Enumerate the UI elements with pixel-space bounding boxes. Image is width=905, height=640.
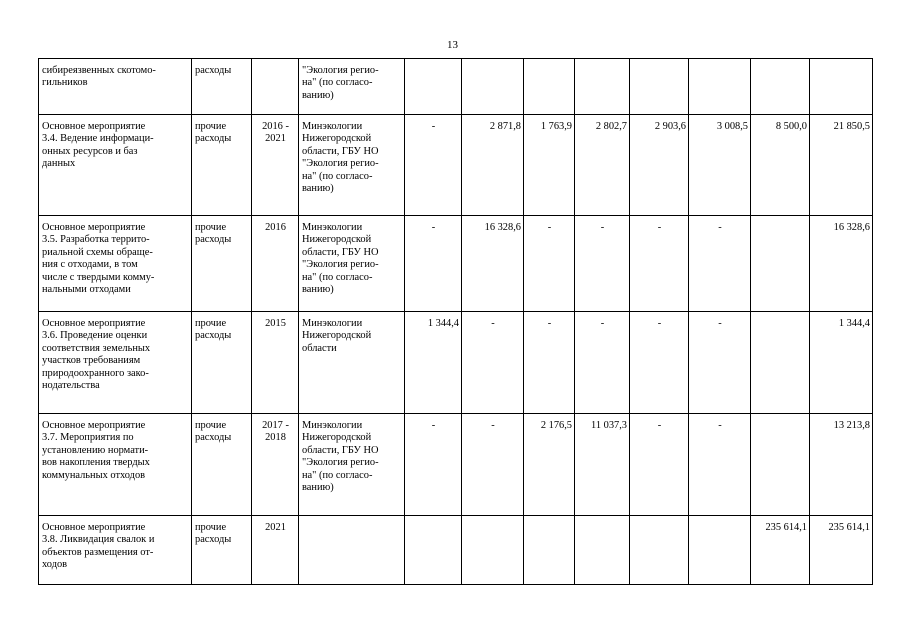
executor-cell-text: Минэкологии Нижегородской области, ГБУ НО "Экология регио- на" (по согласо- ванию) [302, 420, 379, 494]
year-value-cell [575, 312, 630, 414]
year-value-cell [689, 312, 751, 414]
executor-cell [299, 516, 405, 585]
table-row [39, 59, 873, 115]
year-value-cell [751, 516, 810, 585]
year-value-cell [575, 414, 630, 516]
year-value-cell-text: 16 328,6 [484, 222, 521, 233]
executor-cell [299, 414, 405, 516]
period-cell [252, 216, 299, 312]
year-value-cell [462, 312, 524, 414]
year-value-cell-text: 1 763,9 [540, 121, 572, 132]
year-value-cell [524, 312, 575, 414]
year-value-cell [462, 216, 524, 312]
year-value-cell [689, 59, 751, 115]
year-value-cell-text: - [600, 222, 605, 233]
executor-cell [299, 312, 405, 414]
year-value-cell-text: 2 903,6 [654, 121, 686, 132]
year-value-cell [751, 115, 810, 216]
year-value-cell [751, 414, 810, 516]
period-cell-text: 2015 [265, 318, 286, 329]
funding-source-cell [192, 216, 252, 312]
year-value-cell-text: 3 008,5 [716, 121, 748, 132]
funding-source-cell [192, 59, 252, 115]
year-value-cell [405, 115, 462, 216]
year-value-cell [405, 59, 462, 115]
year-value-cell-text: 11 037,3 [591, 420, 627, 431]
year-value-cell [751, 59, 810, 115]
total-cell [810, 312, 873, 414]
measure-name-cell [39, 216, 192, 312]
year-value-cell-text: - [657, 420, 662, 431]
measure-name-cell-text: Основное мероприятие 3.8. Ликвидация свалок и объектов размещения от- ходов [42, 522, 155, 571]
year-value-cell [689, 115, 751, 216]
total-cell [810, 414, 873, 516]
funding-source-cell-text: расходы [195, 65, 232, 76]
table-row [39, 216, 873, 312]
year-value-cell-text: 2 176,5 [540, 420, 572, 431]
year-value-cell [405, 216, 462, 312]
measure-name-cell [39, 59, 192, 115]
year-value-cell-text: - [431, 420, 436, 431]
year-value-cell-text: 1 344,4 [427, 318, 459, 329]
year-value-cell [524, 115, 575, 216]
year-value-cell-text: - [431, 222, 436, 233]
year-value-cell [462, 414, 524, 516]
year-value-cell [630, 216, 689, 312]
year-value-cell [630, 516, 689, 585]
year-value-cell-text: - [718, 420, 722, 431]
measure-name-cell-text: Основное мероприятие 3.7. Мероприятия по установлению нормати- вов накопления твердых коммунальных отходов [42, 420, 150, 481]
page-number: 13 [447, 39, 458, 51]
year-value-cell [462, 516, 524, 585]
total-cell [810, 59, 873, 115]
funding-source-cell-text: прочие расходы [195, 318, 232, 342]
year-value-cell [405, 516, 462, 585]
year-value-cell-text: - [547, 318, 552, 329]
total-cell [810, 115, 873, 216]
executor-cell [299, 59, 405, 115]
year-value-cell [751, 312, 810, 414]
executor-cell [299, 115, 405, 216]
table-row [39, 414, 873, 516]
measure-name-cell [39, 312, 192, 414]
period-cell-text: 2016 - 2021 [262, 121, 289, 145]
table-row [39, 312, 873, 414]
total-cell-text: 16 328,6 [833, 222, 870, 233]
period-cell [252, 516, 299, 585]
measure-name-cell-text: Основное мероприятие 3.4. Ведение информаци- онных ресурсов и баз данных [42, 121, 154, 170]
year-value-cell-text: - [657, 318, 662, 329]
year-value-cell-text: 235 614,1 [765, 522, 807, 533]
period-cell [252, 312, 299, 414]
year-value-cell [524, 216, 575, 312]
period-cell [252, 115, 299, 216]
year-value-cell [575, 516, 630, 585]
executor-cell-text: Минэкологии Нижегородской области, ГБУ НО "Экология регио- на" (по согласо- ванию) [302, 121, 379, 195]
funding-source-cell-text: прочие расходы [195, 121, 232, 145]
measure-name-cell-text: Основное мероприятие 3.5. Разработка террито- риальной схемы обраще- ния с отходами, в том числе с твердыми комму- нальными отходами [42, 222, 155, 296]
period-cell [252, 59, 299, 115]
funding-source-cell [192, 516, 252, 585]
measure-name-cell [39, 115, 192, 216]
measure-name-cell [39, 414, 192, 516]
year-value-cell-text: 2 871,8 [489, 121, 521, 132]
year-value-cell [630, 115, 689, 216]
year-value-cell [524, 516, 575, 585]
total-cell-text: 235 614,1 [828, 522, 870, 533]
year-value-cell [575, 59, 630, 115]
year-value-cell-text: - [718, 318, 722, 329]
year-value-cell-text: - [491, 318, 495, 329]
year-value-cell [575, 216, 630, 312]
year-value-cell [751, 216, 810, 312]
table-body [39, 59, 873, 585]
funding-source-cell-text: прочие расходы [195, 420, 232, 444]
period-cell-text: 2017 - 2018 [262, 420, 289, 444]
executor-cell-text: Минэкологии Нижегородской области [302, 318, 372, 354]
year-value-cell [689, 516, 751, 585]
program-budget-table [38, 58, 873, 585]
year-value-cell-text: - [431, 121, 436, 132]
year-value-cell [462, 115, 524, 216]
total-cell [810, 516, 873, 585]
year-value-cell [689, 216, 751, 312]
year-value-cell [689, 414, 751, 516]
total-cell-text: 1 344,4 [838, 318, 870, 329]
year-value-cell [575, 115, 630, 216]
total-cell [810, 216, 873, 312]
period-cell-text: 2016 [265, 222, 286, 233]
period-cell [252, 414, 299, 516]
year-value-cell-text: - [491, 420, 495, 431]
measure-name-cell [39, 516, 192, 585]
measure-name-cell-text: сибиреязвенных скотомо- гильников [42, 65, 156, 89]
year-value-cell-text: 2 802,7 [595, 121, 627, 132]
funding-source-cell-text: прочие расходы [195, 222, 232, 246]
table-row [39, 516, 873, 585]
period-cell-text: 2021 [265, 522, 286, 533]
funding-source-cell [192, 312, 252, 414]
funding-source-cell [192, 115, 252, 216]
measure-name-cell-text: Основное мероприятие 3.6. Проведение оценки соответствия земельных участков требованиям природоохранного зако- нодательства [42, 318, 151, 392]
year-value-cell [405, 414, 462, 516]
total-cell-text: 13 213,8 [833, 420, 870, 431]
year-value-cell-text: - [547, 222, 552, 233]
executor-cell [299, 216, 405, 312]
year-value-cell [630, 414, 689, 516]
year-value-cell-text: 8 500,0 [775, 121, 807, 132]
year-value-cell [630, 59, 689, 115]
funding-source-cell-text: прочие расходы [195, 522, 232, 546]
executor-cell-text: "Экология регио- на" (по согласо- ванию) [302, 65, 379, 101]
year-value-cell-text: - [657, 222, 662, 233]
year-value-cell [524, 414, 575, 516]
year-value-cell-text: - [600, 318, 605, 329]
year-value-cell [524, 59, 575, 115]
table-row [39, 115, 873, 216]
funding-source-cell [192, 414, 252, 516]
year-value-cell [405, 312, 462, 414]
total-cell-text: 21 850,5 [833, 121, 870, 132]
year-value-cell-text: - [718, 222, 722, 233]
executor-cell-text: Минэкологии Нижегородской области, ГБУ НО "Экология регио- на" (по согласо- ванию) [302, 222, 379, 296]
year-value-cell [630, 312, 689, 414]
year-value-cell [462, 59, 524, 115]
